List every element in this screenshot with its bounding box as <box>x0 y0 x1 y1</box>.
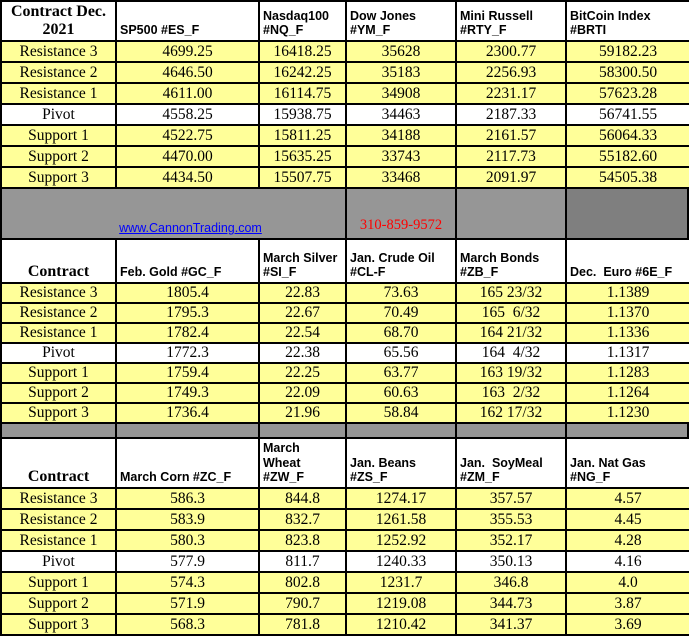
value-cell: 1736.4 <box>116 403 259 423</box>
value-cell: 1805.4 <box>116 283 259 303</box>
value-cell: 1.1317 <box>566 343 689 363</box>
value-cell: 60.63 <box>346 383 456 403</box>
value-cell: 2256.93 <box>456 62 566 83</box>
value-cell: 1274.17 <box>346 488 456 509</box>
value-cell: 1231.7 <box>346 572 456 593</box>
row-label: Pivot <box>1 104 116 125</box>
column-header: Dow Jones #YM_F <box>346 1 456 41</box>
row-label: Resistance 1 <box>1 83 116 104</box>
value-cell: 58300.50 <box>566 62 689 83</box>
value-cell: 54505.38 <box>566 167 689 188</box>
value-cell: 580.3 <box>116 530 259 551</box>
value-cell: 574.3 <box>116 572 259 593</box>
value-cell: 1261.58 <box>346 509 456 530</box>
table-row <box>1 323 689 343</box>
row-label: Support 3 <box>1 403 116 423</box>
value-cell: 352.17 <box>456 530 566 551</box>
row-label: Pivot <box>1 343 116 363</box>
table-row <box>1 62 689 83</box>
value-cell: 164 4/32 <box>456 343 566 363</box>
value-cell: 35628 <box>346 41 456 62</box>
banner-dark-cell <box>565 189 687 238</box>
column-header: Nasdaq100 #NQ_F <box>259 1 346 41</box>
row-label: Support 2 <box>1 593 116 614</box>
value-cell: 4.57 <box>566 488 689 509</box>
value-cell: 33468 <box>346 167 456 188</box>
value-cell: 22.54 <box>259 323 346 343</box>
value-cell: 568.3 <box>116 614 259 635</box>
table-row <box>1 572 689 593</box>
value-cell: 4.28 <box>566 530 689 551</box>
table-row <box>1 403 689 423</box>
value-cell: 4558.25 <box>116 104 259 125</box>
value-cell: 16242.25 <box>259 62 346 83</box>
banner-row <box>0 189 689 238</box>
value-cell: 34463 <box>346 104 456 125</box>
value-cell: 4.0 <box>566 572 689 593</box>
value-cell: 2091.97 <box>456 167 566 188</box>
table-row <box>1 383 689 403</box>
column-header: Jan. Beans #ZS_F <box>346 438 456 488</box>
value-cell: 59182.23 <box>566 41 689 62</box>
value-cell: 586.3 <box>116 488 259 509</box>
column-header: March Corn #ZC_F <box>116 438 259 488</box>
value-cell: 1749.3 <box>116 383 259 403</box>
row-label: Support 2 <box>1 146 116 167</box>
value-cell: 1219.08 <box>346 593 456 614</box>
row-label: Support 1 <box>1 572 116 593</box>
row-label: Support 3 <box>1 167 116 188</box>
table-row <box>1 488 689 509</box>
value-cell: 165 23/32 <box>456 283 566 303</box>
value-cell: 22.09 <box>259 383 346 403</box>
row-label: Resistance 2 <box>1 509 116 530</box>
value-cell: 2300.77 <box>456 41 566 62</box>
corner-header: Contract <box>1 438 116 488</box>
row-label: Resistance 3 <box>1 283 116 303</box>
value-cell: 1759.4 <box>116 363 259 383</box>
section-separator-row <box>0 424 689 437</box>
value-cell: 16114.75 <box>259 83 346 104</box>
table-row <box>1 146 689 167</box>
value-cell: 22.38 <box>259 343 346 363</box>
value-cell: 35183 <box>346 62 456 83</box>
column-header: March Silver #SI_F <box>259 239 346 283</box>
value-cell: 1210.42 <box>346 614 456 635</box>
value-cell: 56741.55 <box>566 104 689 125</box>
column-header: Jan. Crude Oil #CL-F <box>346 239 456 283</box>
value-cell: 344.73 <box>456 593 566 614</box>
table-row <box>1 83 689 104</box>
value-cell: 1240.33 <box>346 551 456 572</box>
value-cell: 811.7 <box>259 551 346 572</box>
value-cell: 823.8 <box>259 530 346 551</box>
row-label: Resistance 2 <box>1 62 116 83</box>
table-row <box>1 303 689 323</box>
table-row <box>1 363 689 383</box>
value-cell: 350.13 <box>456 551 566 572</box>
row-label: Pivot <box>1 551 116 572</box>
value-cell: 832.7 <box>259 509 346 530</box>
phone-number: 310-859-9572 <box>359 217 443 234</box>
pivot-table-metals-energy <box>0 238 689 424</box>
value-cell: 57623.28 <box>566 83 689 104</box>
column-header: BitCoin Index #BRTI <box>566 1 689 41</box>
column-header: March Wheat #ZW_F <box>259 438 346 488</box>
value-cell: 4611.00 <box>116 83 259 104</box>
value-cell: 15811.25 <box>259 125 346 146</box>
value-cell: 802.8 <box>259 572 346 593</box>
table-row <box>1 551 689 572</box>
value-cell: 2187.33 <box>456 104 566 125</box>
value-cell: 583.9 <box>116 509 259 530</box>
value-cell: 571.9 <box>116 593 259 614</box>
value-cell: 1252.92 <box>346 530 456 551</box>
value-cell: 162 17/32 <box>456 403 566 423</box>
value-cell: 22.67 <box>259 303 346 323</box>
table-row <box>1 125 689 146</box>
corner-header: Contract Dec. 2021 <box>1 1 116 41</box>
value-cell: 68.70 <box>346 323 456 343</box>
value-cell: 1782.4 <box>116 323 259 343</box>
header-row <box>1 239 689 283</box>
table-row <box>1 614 689 635</box>
value-cell: 1.1389 <box>566 283 689 303</box>
pivot-table-indices <box>0 0 689 189</box>
value-cell: 4434.50 <box>116 167 259 188</box>
column-header: Mini Russell #RTY_F <box>456 1 566 41</box>
value-cell: 16418.25 <box>259 41 346 62</box>
value-cell: 163 2/32 <box>456 383 566 403</box>
value-cell: 33743 <box>346 146 456 167</box>
row-label: Resistance 3 <box>1 488 116 509</box>
value-cell: 844.8 <box>259 488 346 509</box>
header-row <box>1 438 689 488</box>
column-header: Feb. Gold #GC_F <box>116 239 259 283</box>
column-header: Jan. SoyMeal #ZM_F <box>456 438 566 488</box>
value-cell: 790.7 <box>259 593 346 614</box>
row-label: Resistance 3 <box>1 41 116 62</box>
value-cell: 70.49 <box>346 303 456 323</box>
value-cell: 73.63 <box>346 283 456 303</box>
value-cell: 22.25 <box>259 363 346 383</box>
value-cell: 4699.25 <box>116 41 259 62</box>
table-row <box>1 530 689 551</box>
column-header: March Bonds #ZB_F <box>456 239 566 283</box>
value-cell: 4.16 <box>566 551 689 572</box>
table-row <box>1 593 689 614</box>
value-cell: 346.8 <box>456 572 566 593</box>
value-cell: 1.1283 <box>566 363 689 383</box>
value-cell: 4646.50 <box>116 62 259 83</box>
value-cell: 34908 <box>346 83 456 104</box>
value-cell: 2231.17 <box>456 83 566 104</box>
row-label: Resistance 1 <box>1 530 116 551</box>
value-cell: 65.56 <box>346 343 456 363</box>
value-cell: 355.53 <box>456 509 566 530</box>
row-label: Support 3 <box>1 614 116 635</box>
table-row <box>1 343 689 363</box>
value-cell: 4522.75 <box>116 125 259 146</box>
value-cell: 341.37 <box>456 614 566 635</box>
value-cell: 1.1264 <box>566 383 689 403</box>
corner-header: Contract <box>1 239 116 283</box>
value-cell: 55182.60 <box>566 146 689 167</box>
value-cell: 56064.33 <box>566 125 689 146</box>
value-cell: 2161.57 <box>456 125 566 146</box>
banner-phone-cell <box>345 189 455 238</box>
table-row <box>1 41 689 62</box>
value-cell: 34188 <box>346 125 456 146</box>
row-label: Resistance 1 <box>1 323 116 343</box>
column-header: SP500 #ES_F <box>116 1 259 41</box>
value-cell: 21.96 <box>259 403 346 423</box>
row-label: Resistance 2 <box>1 303 116 323</box>
value-cell: 4470.00 <box>116 146 259 167</box>
banner-link-cell <box>2 189 345 238</box>
value-cell: 1795.3 <box>116 303 259 323</box>
value-cell: 165 6/32 <box>456 303 566 323</box>
value-cell: 2117.73 <box>456 146 566 167</box>
table-row <box>1 283 689 303</box>
row-label: Support 1 <box>1 363 116 383</box>
column-header: Jan. Nat Gas #NG_F <box>566 438 689 488</box>
row-label: Support 1 <box>1 125 116 146</box>
value-cell: 63.77 <box>346 363 456 383</box>
value-cell: 1772.3 <box>116 343 259 363</box>
table-row <box>1 509 689 530</box>
value-cell: 1.1230 <box>566 403 689 423</box>
pivot-table-grains <box>0 437 689 636</box>
value-cell: 22.83 <box>259 283 346 303</box>
table-row <box>1 104 689 125</box>
value-cell: 15507.75 <box>259 167 346 188</box>
table-row <box>1 167 689 188</box>
value-cell: 163 19/32 <box>456 363 566 383</box>
value-cell: 781.8 <box>259 614 346 635</box>
header-row <box>1 1 689 41</box>
value-cell: 15635.25 <box>259 146 346 167</box>
banner-empty-cell <box>455 189 565 238</box>
value-cell: 577.9 <box>116 551 259 572</box>
column-header: Dec. Euro #6E_F <box>566 239 689 283</box>
row-label: Support 2 <box>1 383 116 403</box>
value-cell: 4.45 <box>566 509 689 530</box>
value-cell: 357.57 <box>456 488 566 509</box>
value-cell: 1.1336 <box>566 323 689 343</box>
value-cell: 15938.75 <box>259 104 346 125</box>
value-cell: 164 21/32 <box>456 323 566 343</box>
value-cell: 58.84 <box>346 403 456 423</box>
value-cell: 3.87 <box>566 593 689 614</box>
cannon-trading-link[interactable]: www.CannonTrading.com <box>119 221 262 236</box>
value-cell: 3.69 <box>566 614 689 635</box>
value-cell: 1.1370 <box>566 303 689 323</box>
